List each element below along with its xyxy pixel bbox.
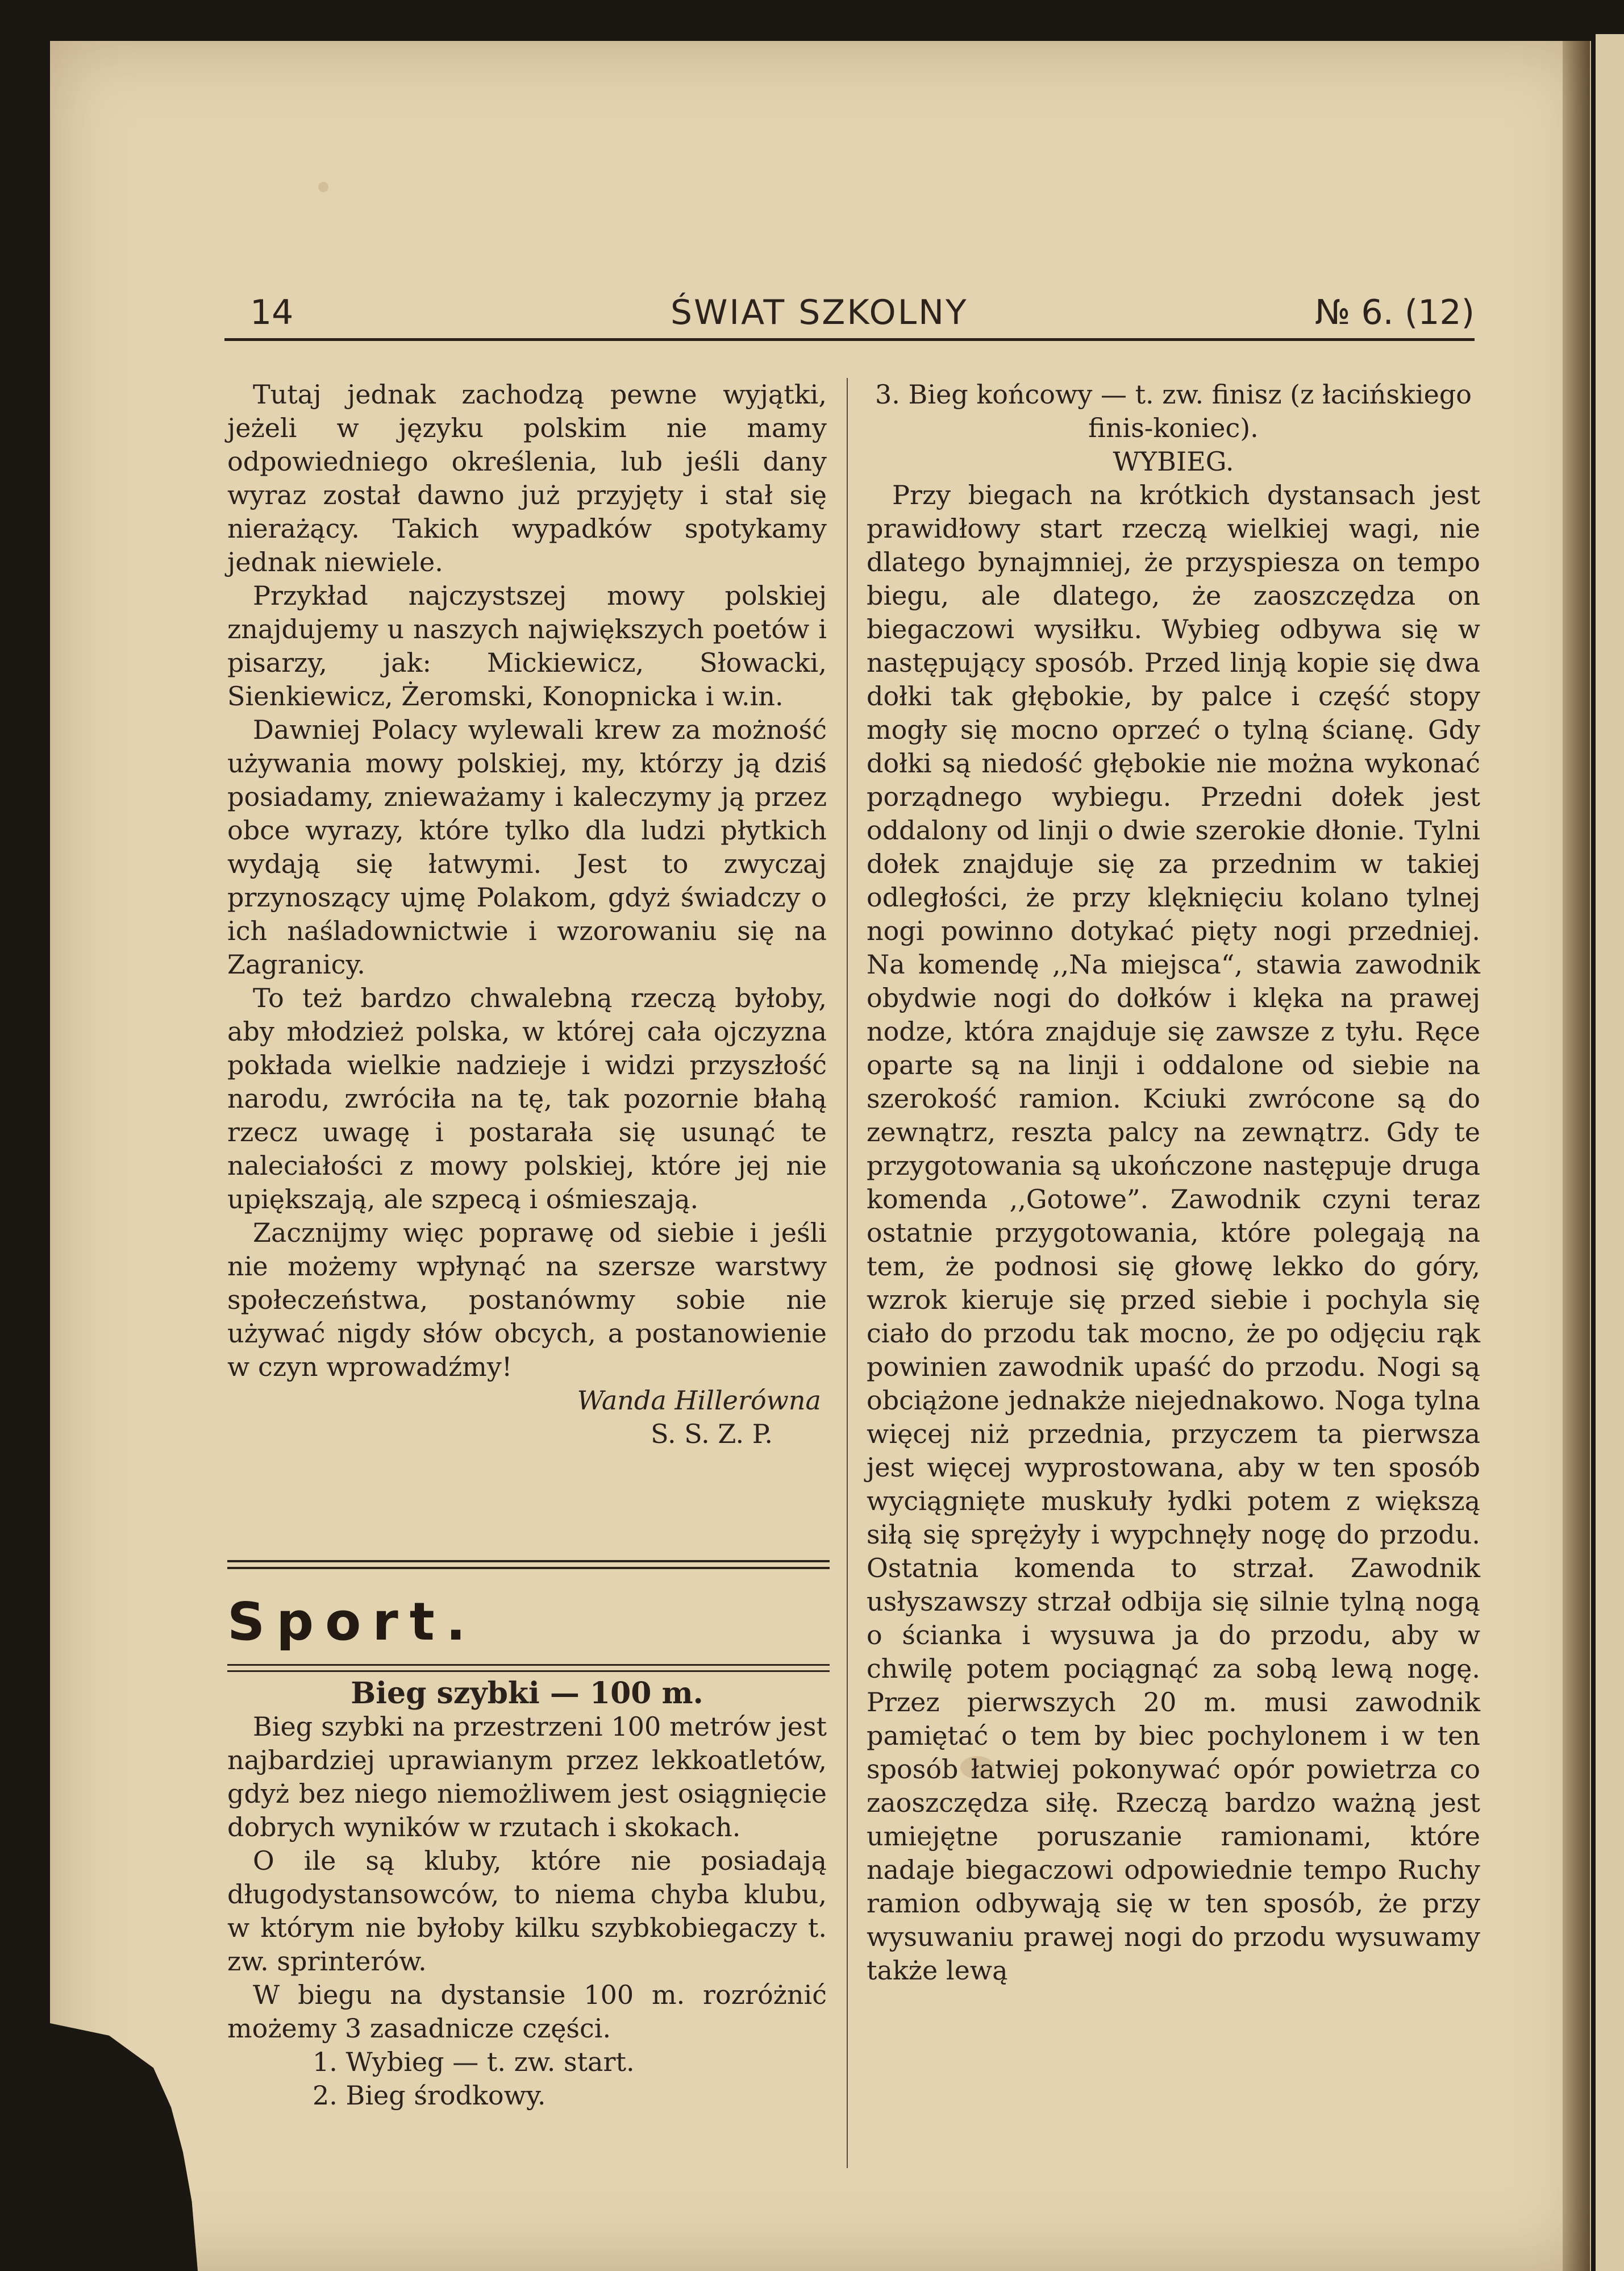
list-item: 2. Bieg środkowy. [313,2080,546,2111]
list-item: 3. Bieg końcowy — t. zw. finisz (z łacińskiego finis-koniec). [875,379,1472,443]
sport-heading-rule [227,1664,830,1672]
right-column [867,378,1480,1987]
paragraph: Przy biegach na krótkich dystansach jest prawidłowy start rzeczą wielkiej wagi, nie dlatego bynajmniej, że przyspiesza on tempo biegu, ale dlatego, że zaoszczędza on biegaczowi wysiłku. Wybieg odbywa się w następujący sposób. Przed linją kopie się dwa dołki tak głębokie, by palce i część stopy mogły się mocno oprzeć o tylną ścianę. Gdy dołki są niedość głębokie nie można wykonać porządnego wybiegu. Przedni dołek jest oddalony od linji o dwie szerokie dłonie. Tylni dołek znajduje się za przednim w takiej odległości, że przy klęknięciu kolano tylnej nogi powinno dotykać pięty nogi przedniej. Na komendę ,,Na miejsca“, stawia zawodnik obydwie nogi do dołków i klęka na prawej nodze, która znajduje się zawsze z tyłu. Ręce oparte są na linji i oddalone od siebie na szerokość ramion. Kciuki zwrócone są do zewnątrz, reszta palcy na zewnątrz. Gdy te przygotowania są ukończone następuje druga komenda ,,Gotowe”. Zawodnik czyni teraz ostatnie przygotowania, które polegają na tem, że podnosi się głowę lekko do góry, wzrok kieruje się przed siebie i pochyla się ciało do przodu tak mocno, że po odjęciu rąk powinien zawodnik upaść do przodu. Nogi są obciążone jednakże niejednakowo. Noga tylna więcej niż przednia, przyczem ta pierwsza jest więcej wyprostowana, aby w ten sposób wyciągnięte muskuły łydki potem z większą siłą się sprężyły i wypchnęły nogę do przodu. Ostatnia komenda to strzał. Zawodnik usłyszawszy strzał odbija się silnie tylną nogą o ścianka i wysuwa ja do przodu, aby w chwilę potem pociągnąć za sobą lewą nogę. Przez pierwszych 20 m. musi zawodnik pamiętać o tem by biec pochylonem i w ten sposób łatwiej pokonywać opór powietrza co zaoszczędza siłę. Rzeczą bardzo ważną jest umiejętne poruszanie ramionami, które nadaje biegaczowi odpowiednie tempo Ruchy ramion odbywają się w ten sposób, że przy wysuwaniu prawej nogi do przodu wysuwamy także lewą [867,480,1480,1986]
sport-section-heading: Sport. [227,1591,477,1652]
paragraph: Dawniej Polacy wylewali krew za możność używania mowy polskiej, my, którzy ją dziś posiadamy, znieważamy i kaleczymy ją przez obce wyrazy, które tylko dla ludzi płytkich wydają się łatwymi. Jest to zwyczaj przynoszący ujmę Polakom, gdyż świadczy o ich naśladownictwie i wzorowaniu się na Zagranicy. [227,714,827,980]
page-fold-shadow [1563,41,1590,2271]
article-title: Bieg szybki — 100 m. [351,1676,703,1711]
section-divider [227,1560,830,1569]
header-rule [224,338,1475,341]
paragraph: Zacznijmy więc poprawę od siebie i jeśli nie możemy wpłynąć na szersze warstwy społeczeństwa, postanówmy sobie nie używać nigdy słów obcych, a postanowienie w czyn wprowadźmy! [227,1217,827,1382]
paragraph: To też bardzo chwalebną rzeczą byłoby, aby młodzież polska, w której cała ojczyzna pokłada wielkie nadzieje i widzi przyszłość narodu, zwróciła na tę, tak pozornie błahą rzecz uwagę i postarała się usunąć te naleciałości z mowy polskiej, które jej nie upiększają, ale szpecą i ośmieszają. [227,983,827,1214]
paragraph: Tutaj jednak zachodzą pewne wyjątki, jeżeli w języku polskim nie mamy odpowiedniego określenia, lub jeśli dany wyraz został dawno już przyjęty i stał się nierażący. Takich wypadków spotykamy jednak niewiele. [227,379,827,577]
paper-stain [318,182,328,192]
page-number: 14 [250,293,294,332]
list-item: 1. Wybieg — t. zw. start. [313,2047,635,2077]
paragraph: Bieg szybki na przestrzeni 100 metrów jest najbardziej uprawianym przez lekkoatletów, gdyż bez niego niemożliwem jest osiągnięcie dobrych wyników w rzutach i skokach. [227,1711,827,1842]
sport-article [227,1677,827,2112]
journal-title: ŚWIAT SZKOLNY [671,293,968,332]
running-header [227,287,1475,338]
paragraph: O ile są kluby, które nie posiadają długodystansowców, to niema chyba klubu, w którym nie byłoby kilku szybkobiegaczy t. zw. sprinterów. [227,1845,827,1977]
paragraph: Przykład najczystszej mowy polskiej znajdujemy u naszych największych poetów i pisarzy, jak: Mickiewicz, Słowacki, Sienkiewicz, Żeromski, Konopnicka i w.in. [227,580,827,712]
issue-number: № 6. (12) [1315,293,1475,332]
author-affiliation: S. S. Z. P. [651,1419,773,1449]
author-signature: Wanda Hillerówna [577,1385,821,1416]
column-divider [847,378,848,2168]
left-column [227,378,827,1451]
next-page-edge [1596,34,1624,2271]
paragraph: W biegu na dystansie 100 m. rozróżnić możemy 3 zasadnicze części. [227,1979,827,2044]
section-heading: WYBIEG. [1113,446,1234,477]
